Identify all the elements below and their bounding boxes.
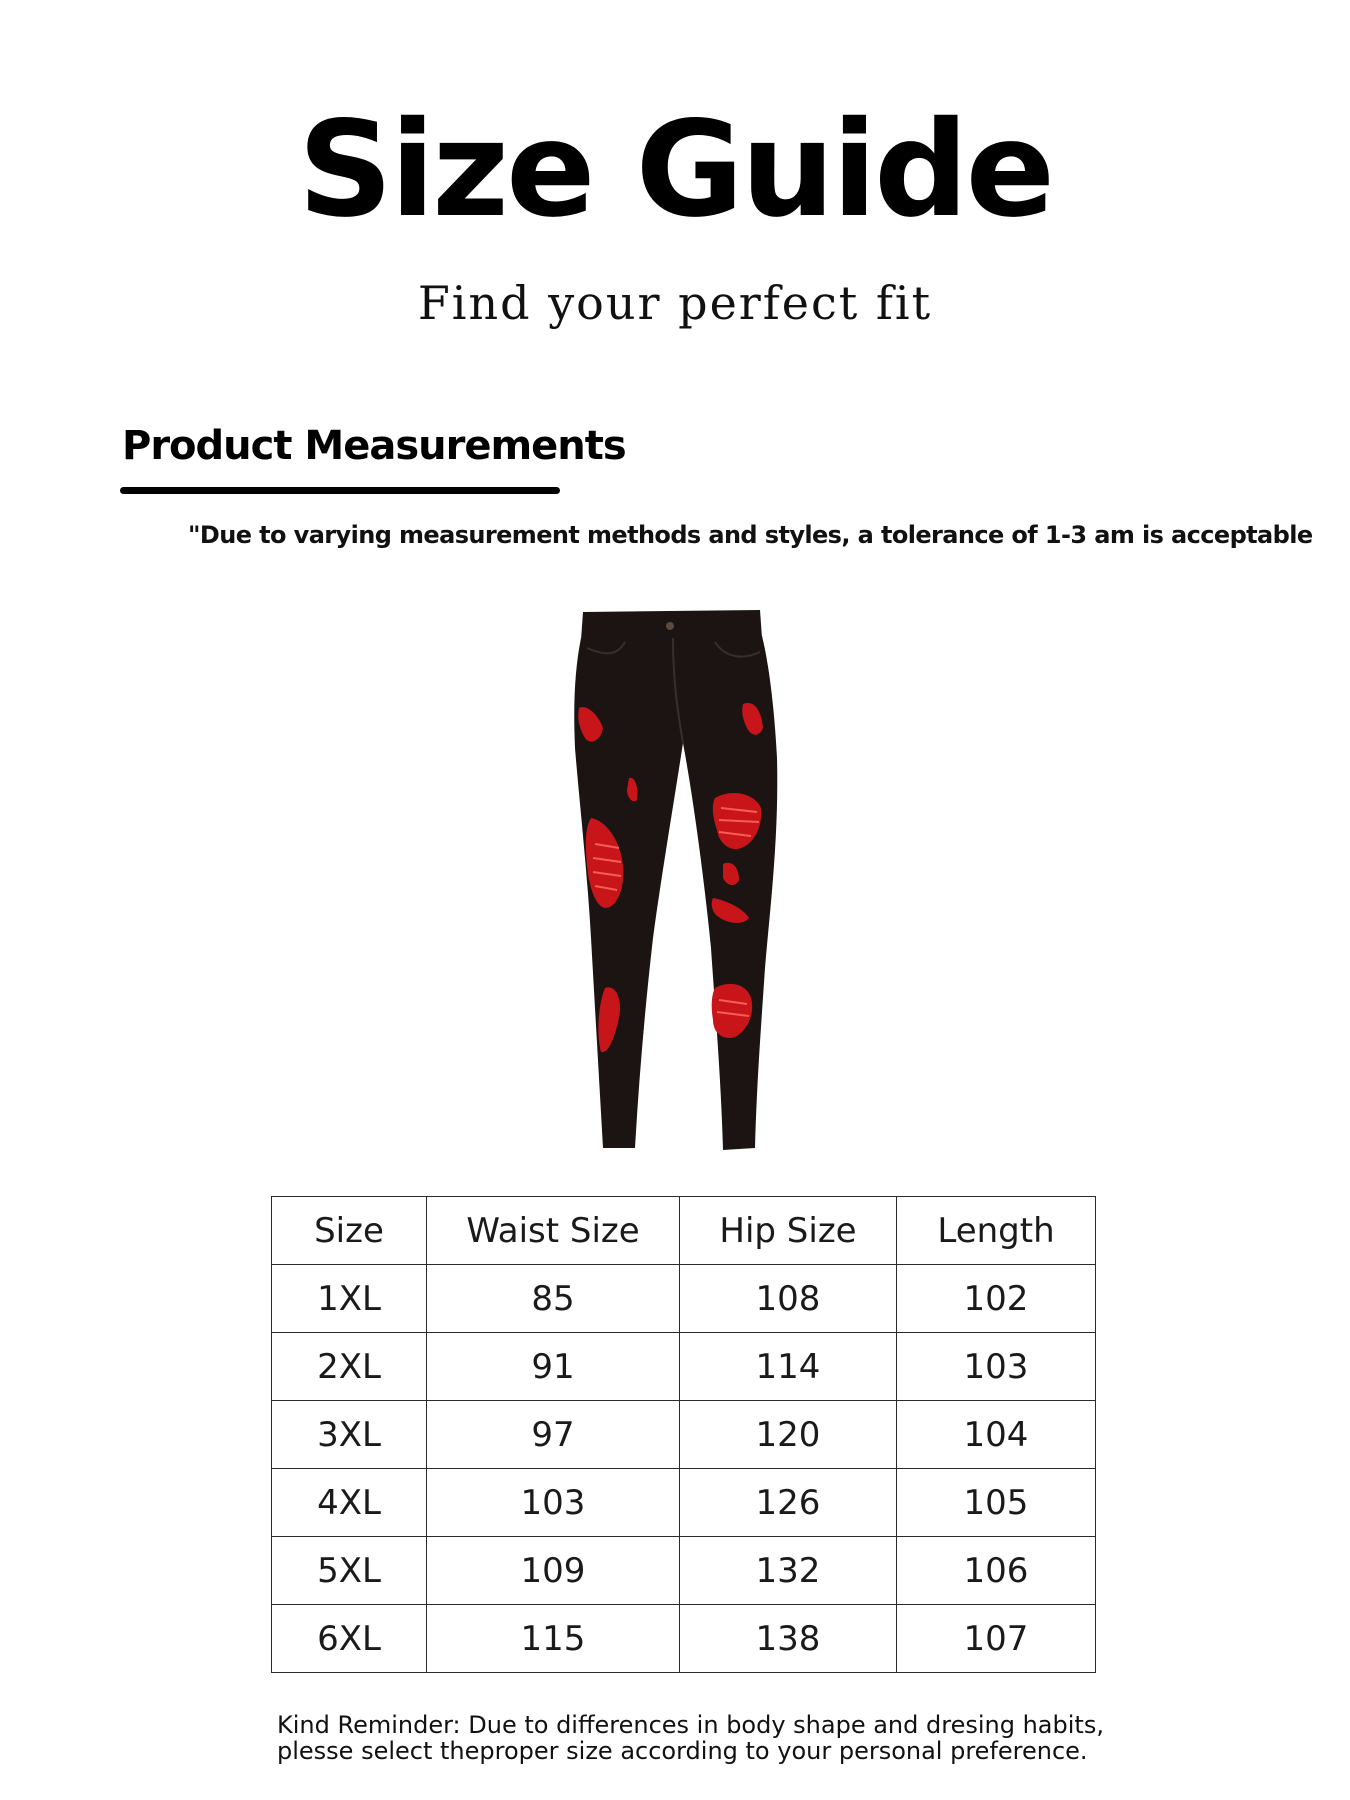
cell-waist: 91 — [427, 1333, 680, 1401]
reminder-line-1: Kind Reminder: Due to differences in body shape and dresing habits, — [277, 1711, 1104, 1739]
size-chart-table — [271, 1196, 1096, 1673]
cell-hip: 132 — [680, 1537, 897, 1605]
table-row — [272, 1333, 1096, 1401]
table-row — [272, 1469, 1096, 1537]
cell-size: 6XL — [272, 1605, 427, 1673]
cell-length: 106 — [897, 1537, 1096, 1605]
jeans-product-image — [565, 608, 795, 1153]
jeans-button — [666, 622, 674, 630]
cell-hip: 138 — [680, 1605, 897, 1673]
cell-hip: 120 — [680, 1401, 897, 1469]
cell-size: 2XL — [272, 1333, 427, 1401]
table-row — [272, 1537, 1096, 1605]
page-title: Size Guide — [297, 93, 1053, 247]
cell-waist: 85 — [427, 1265, 680, 1333]
cell-waist: 97 — [427, 1401, 680, 1469]
cell-waist: 115 — [427, 1605, 680, 1673]
cell-length: 103 — [897, 1333, 1096, 1401]
section-heading: Product Measurements — [122, 423, 626, 469]
cell-hip: 126 — [680, 1469, 897, 1537]
header-hip-size: Hip Size — [680, 1197, 897, 1265]
header-waist-size: Waist Size — [427, 1197, 680, 1265]
header-length: Length — [897, 1197, 1096, 1265]
cell-size: 1XL — [272, 1265, 427, 1333]
kind-reminder — [277, 1712, 1177, 1764]
table-header-row — [272, 1197, 1096, 1265]
cell-length: 105 — [897, 1469, 1096, 1537]
cell-size: 5XL — [272, 1537, 427, 1605]
table-row — [272, 1401, 1096, 1469]
cell-hip: 114 — [680, 1333, 897, 1401]
reminder-line-2: plesse select theproper size according to your personal preference. — [277, 1737, 1088, 1765]
heading-underline — [120, 487, 560, 494]
cell-hip: 108 — [680, 1265, 897, 1333]
page-subtitle: Find your perfect fit — [417, 276, 933, 330]
tolerance-note: "Due to varying measurement methods and styles, a tolerance of 1-3 am is acceptable — [188, 521, 1313, 549]
cell-length: 102 — [897, 1265, 1096, 1333]
cell-length: 104 — [897, 1401, 1096, 1469]
cell-waist: 103 — [427, 1469, 680, 1537]
cell-length: 107 — [897, 1605, 1096, 1673]
cell-size: 4XL — [272, 1469, 427, 1537]
table-row — [272, 1265, 1096, 1333]
table-row — [272, 1605, 1096, 1673]
cell-waist: 109 — [427, 1537, 680, 1605]
cell-size: 3XL — [272, 1401, 427, 1469]
header-size: Size — [272, 1197, 427, 1265]
